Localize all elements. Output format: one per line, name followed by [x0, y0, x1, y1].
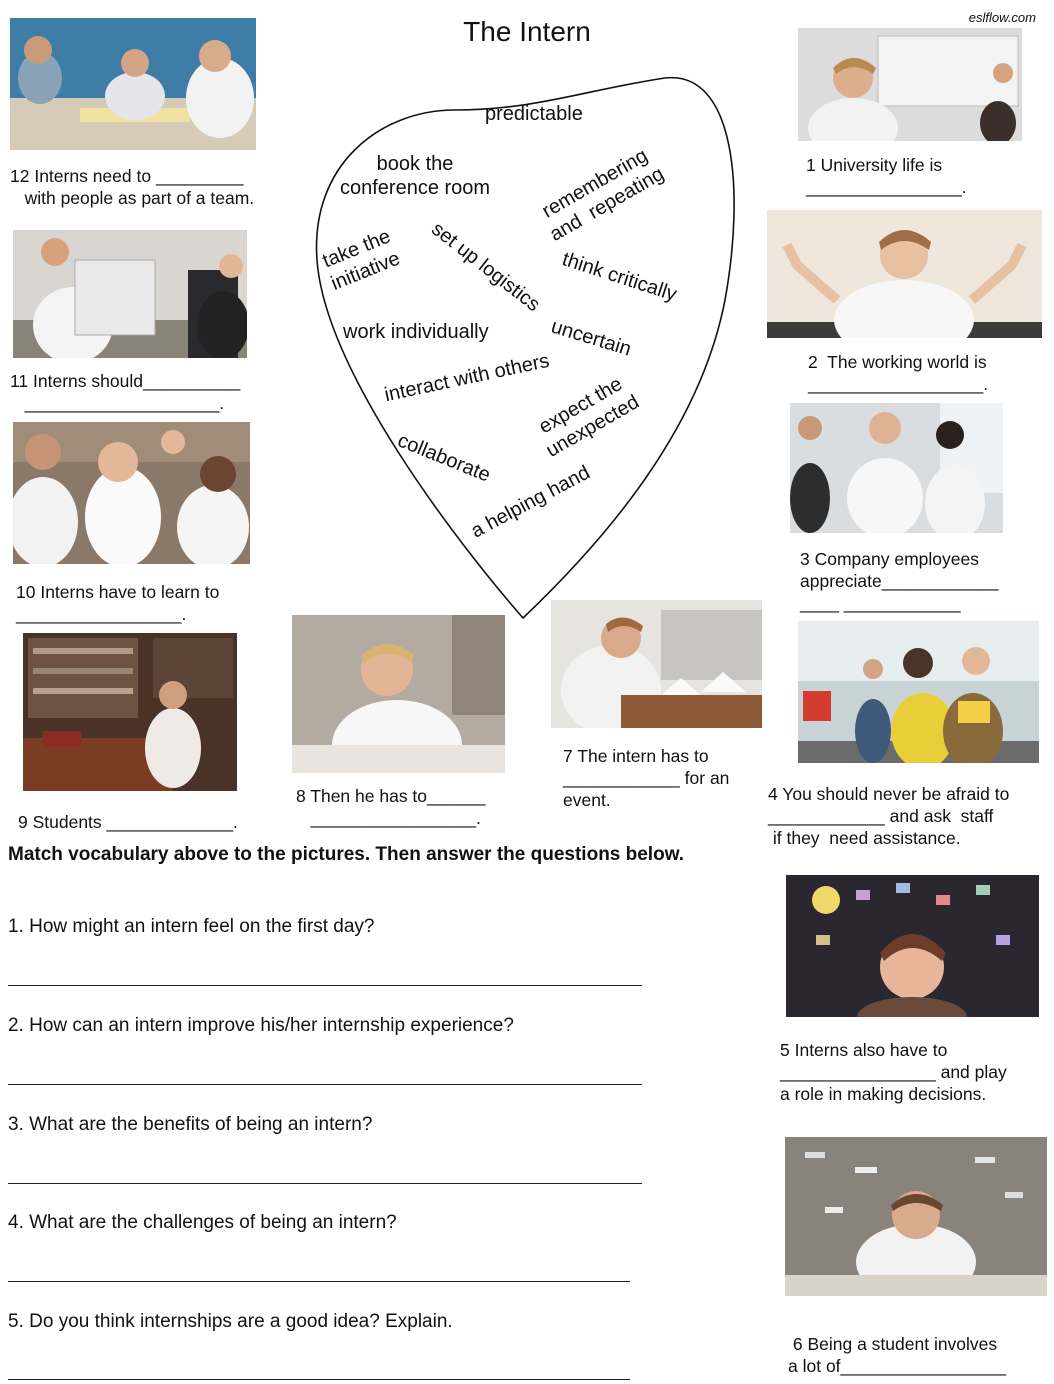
- word-work-individually: work individually: [343, 321, 489, 343]
- question-5: 5. Do you think internships are a good idea? Explain.: [8, 1311, 453, 1332]
- answer-line-3[interactable]: [8, 1183, 642, 1184]
- answer-line-5[interactable]: [8, 1379, 630, 1380]
- photo-8-phone-call: [292, 615, 505, 773]
- caption-1: 1 University life is ________________.: [806, 155, 967, 197]
- word-helping-hand: a helping hand: [467, 461, 594, 543]
- photo-6-stressed-student: [785, 1137, 1047, 1296]
- caption-7: 7 The intern has to ____________ for an event.: [563, 746, 730, 810]
- caption-4: 4 You should never be afraid to ____________ and ask staff if they need assistance.: [768, 784, 1010, 848]
- word-predictable: predictable: [485, 103, 583, 125]
- word-uncertain: uncertain: [548, 315, 634, 361]
- word-expect-unexpected: expect the unexpected: [535, 373, 643, 462]
- answer-line-4[interactable]: [8, 1281, 630, 1282]
- word-remembering-repeating: remembering and repeating: [538, 144, 668, 246]
- word-take-initiative: take the initiative: [319, 225, 404, 295]
- caption-3: 3 Company employees appreciate____________ ____ ____________: [800, 549, 999, 613]
- instructions: Match vocabulary above to the pictures. Then answer the questions below.: [8, 844, 685, 865]
- answer-line-2[interactable]: [8, 1084, 642, 1085]
- photo-11-carrying-papers: [13, 230, 247, 358]
- photo-9-library: [23, 633, 237, 791]
- word-interact-with-others: interact with others: [382, 349, 552, 407]
- answer-line-1[interactable]: [8, 985, 642, 986]
- caption-6: 6 Being a student involves a lot of_________________: [788, 1334, 1006, 1376]
- word-collaborate: collaborate: [394, 429, 494, 487]
- caption-9: 9 Students _____________.: [18, 812, 238, 832]
- question-3: 3. What are the benefits of being an intern?: [8, 1114, 373, 1135]
- caption-2: 2 The working world is __________________.: [808, 352, 989, 394]
- caption-10: 10 Interns have to learn to _________________.: [16, 582, 220, 624]
- caption-12: 12 Interns need to _________ with people as part of a team.: [10, 166, 255, 208]
- caption-8: 8 Then he has to______ _________________.: [296, 786, 486, 828]
- site-credit: eslflow.com: [968, 10, 1036, 25]
- photo-7-event-planning: [551, 600, 762, 728]
- question-1: 1. How might an intern feel on the first day?: [8, 916, 375, 937]
- photo-2-shrugging: [767, 210, 1042, 338]
- photo-5-ideas: [786, 875, 1039, 1017]
- question-2: 2. How can an intern improve his/her internship experience?: [8, 1015, 514, 1036]
- photo-10-high-five: [13, 422, 250, 564]
- word-think-critically: think critically: [559, 248, 680, 306]
- word-bank: [305, 70, 745, 630]
- question-4: 4. What are the challenges of being an intern?: [8, 1212, 397, 1233]
- page-title: The Intern: [463, 16, 591, 47]
- photo-1-classroom: [798, 28, 1022, 141]
- word-set-up-logistics: set up logistics: [427, 217, 545, 317]
- photo-4-office-help: [798, 621, 1039, 763]
- caption-5: 5 Interns also have to ________________ and play a role in making decisions.: [780, 1040, 1007, 1104]
- word-book-conference-room: book the conference room: [340, 153, 491, 199]
- photo-3-colleagues: [790, 403, 1003, 533]
- caption-11: 11 Interns should__________ ____________________.: [10, 371, 241, 413]
- photo-12-team-meeting: [10, 18, 256, 150]
